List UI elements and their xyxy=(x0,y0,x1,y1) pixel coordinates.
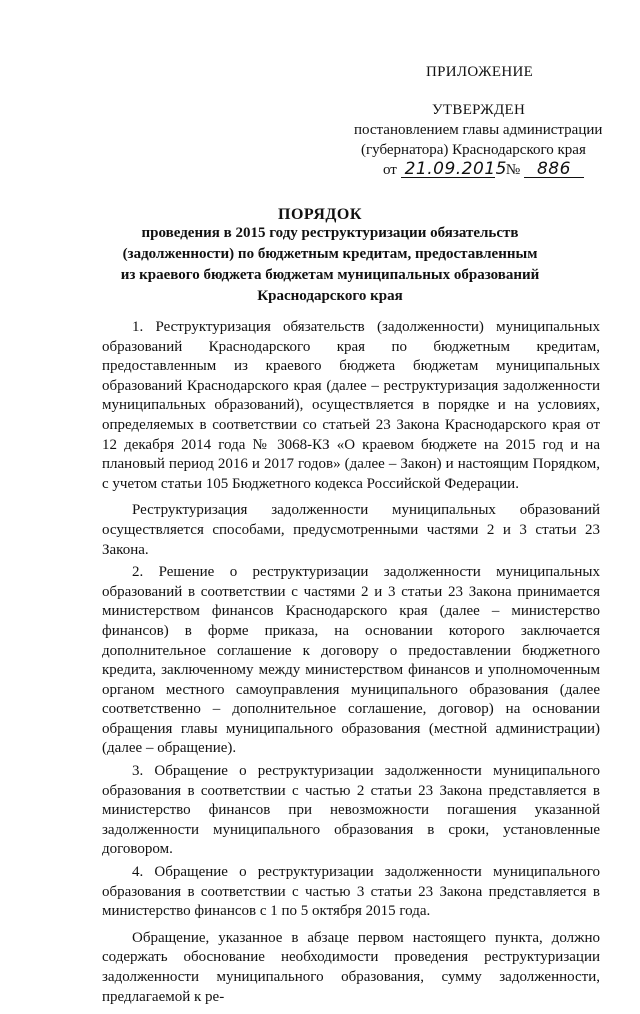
appendix-label: ПРИЛОЖЕНИЕ xyxy=(426,64,534,80)
document-body xyxy=(102,318,600,1014)
paragraph-5: 4. Обращение о реструктуризации задолженности муниципального образования в соответствии с частью 3 статьи 23 Закона представляется в министерство финансов с 1 по 5 октября 2015 года. xyxy=(102,864,600,920)
approval-line-1: постановлением главы администрации xyxy=(354,122,603,138)
paragraph-6: Обращение, указанное в абзаце первом настоящего пункта, должно содержать обоснование необходимости проведения реструктуризации задолженности муниципального образования, сумму задолженности, предлагаемой к ре- xyxy=(102,929,600,1005)
handwritten-number: 886 xyxy=(524,161,584,178)
approval-date-number xyxy=(383,160,584,180)
paragraph-1: 1. Реструктуризация обязательств (задолженности) муниципальных образований Краснодарского края по бюджетным кредитам, предоставленным из краевого бюджета бюджетам муниципальных образований Краснодарского края (далее – реструктуризация задолженности муниципальных образований), осуществляется в порядке и на условиях, определяемых в соответствии со статьей 23 Закона Краснодарского края от 12 декабря 2014 года № 3068-КЗ «О краевом бюджете на 2015 год и на плановый период 2016 и 2017 годов» (далее – Закон) и настоящим Порядком, с учетом статьи 105 Бюджетного кодекса Российской Федерации. xyxy=(102,319,600,492)
approval-line-2: (губернатора) Краснодарского края xyxy=(361,142,586,158)
document-subtitle: проведения в 2015 году реструктуризации обязательств (задолженности) по бюджетным кредитам, предоставленным из краевого бюджета бюджетам муниципальных образований Краснодарского края xyxy=(120,225,540,304)
handwritten-date: 21.09.2015 xyxy=(401,161,495,178)
paragraph-3: 2. Решение о реструктуризации задолженности муниципальных образований в соответствии с частями 2 и 3 статьи 23 Закона принимается министерством финансов Краснодарского края (далее – министерство финансов) в форме приказа, на основании которого заключается дополнительное соглашение к договору о предоставлении бюджетного кредита, заключенному между министерством финансов и уполномоченным органом местного самоуправления муниципального образования (далее соответственно – дополнительное соглашение, договор) на основании обращения главы муниципального образования (местной администрации) (далее – обращение). xyxy=(102,564,600,757)
date-prefix: от xyxy=(383,162,397,178)
document-title: ПОРЯДОК xyxy=(278,206,362,223)
approved-label: УТВЕРЖДЕН xyxy=(432,102,526,118)
number-prefix: № xyxy=(505,162,521,178)
paragraph-2: Реструктуризация задолженности муниципальных образований осуществляется способами, предусмотренными частями 2 и 3 статьи 23 Закона. xyxy=(102,502,600,558)
paragraph-4: 3. Обращение о реструктуризации задолженности муниципального образования в соответствии с частью 2 статьи 23 Закона представляется в министерство финансов при невозможности погашения указанной задолженности муниципального образования в сроки, установленные договором. xyxy=(102,763,600,858)
